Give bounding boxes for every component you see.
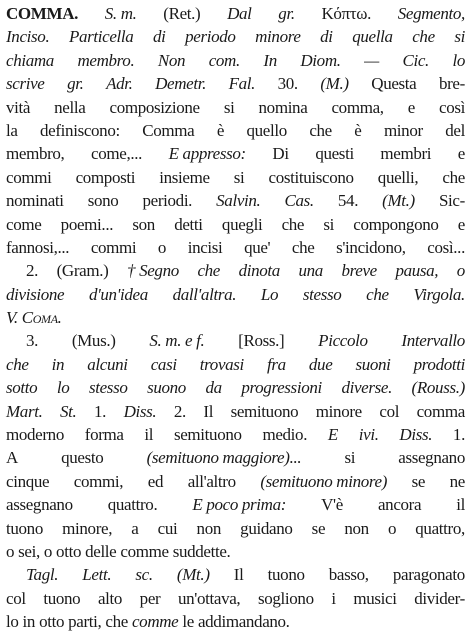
word: gr. <box>67 74 84 94</box>
word: definiscono: <box>40 120 120 140</box>
word: il <box>456 495 465 515</box>
text-line <box>6 72 465 95</box>
word: di <box>153 27 166 47</box>
text-line <box>6 563 465 586</box>
word: due <box>308 354 333 374</box>
word: questi <box>315 144 354 164</box>
word: Fal. <box>228 74 256 94</box>
word: vità <box>6 97 31 117</box>
word: trovasi <box>199 354 244 374</box>
word: Non <box>157 50 186 70</box>
word: nominati <box>6 191 64 211</box>
word: quella <box>352 27 393 47</box>
word: periodi. <box>142 191 193 211</box>
word: insieme <box>159 167 210 187</box>
text-line <box>6 470 465 493</box>
word: Questa <box>371 74 417 94</box>
word: cinque <box>6 471 50 491</box>
word: Adr. <box>106 74 133 94</box>
word: Piccolo <box>318 331 368 351</box>
word: fannosi,... <box>6 237 70 257</box>
word: commi, <box>73 471 124 491</box>
word: lo <box>6 612 19 632</box>
word: semituono <box>230 401 299 421</box>
word: cui <box>157 518 178 538</box>
word: medio. <box>262 425 308 445</box>
text-line <box>6 96 465 119</box>
word: Cic. <box>402 50 429 70</box>
word: di <box>320 27 333 47</box>
word: periodo <box>185 27 236 47</box>
text-line <box>6 25 465 48</box>
word: che <box>366 284 389 304</box>
word: Sic- <box>438 191 465 211</box>
word: 2. <box>173 401 186 421</box>
word: Diss. <box>399 425 433 445</box>
word: che <box>442 167 465 187</box>
word: compongono <box>353 214 439 234</box>
word: Diom. <box>300 50 341 70</box>
word: per <box>139 588 161 608</box>
cross-reference: Coma. <box>21 308 62 328</box>
sense-number: 3. <box>26 331 39 351</box>
text-line <box>6 353 465 376</box>
word: si <box>454 27 465 47</box>
word: minor <box>383 120 423 140</box>
word: Salvin. <box>216 191 261 211</box>
word: Diss. <box>123 401 157 421</box>
word: divider- <box>414 588 465 608</box>
word: come <box>6 214 42 234</box>
word: progressioni <box>241 378 322 398</box>
word: otto <box>56 541 82 561</box>
word: o <box>157 237 167 257</box>
word: questo <box>61 448 104 468</box>
word: suddette. <box>172 541 231 561</box>
word: Dal <box>227 4 252 23</box>
word: Segmento, <box>397 4 465 23</box>
text-line <box>6 259 465 282</box>
word: (Mt.) <box>176 565 210 585</box>
word: comma, <box>331 97 384 117</box>
word: bre- <box>438 74 465 94</box>
word: d'un'idea <box>88 284 148 304</box>
word: quelli, <box>377 167 419 187</box>
word: non <box>196 518 221 538</box>
word: si <box>323 214 335 234</box>
word: minore, <box>62 518 113 538</box>
word: A <box>6 448 18 468</box>
word: assegnano <box>6 495 73 515</box>
word: divisione <box>6 284 65 304</box>
text-line <box>6 2 465 25</box>
word: così... <box>427 237 465 257</box>
word: non <box>344 518 369 538</box>
text-line <box>6 119 465 142</box>
word: sc. <box>135 565 153 585</box>
word: si <box>344 448 356 468</box>
word: poemi... <box>60 214 114 234</box>
word: sei, <box>18 541 40 561</box>
word: o <box>456 261 465 281</box>
word: o <box>6 541 15 561</box>
word: alcuni <box>87 354 128 374</box>
word: detti <box>174 214 203 234</box>
word: 1. <box>93 401 107 421</box>
word: Intervallo <box>401 331 465 351</box>
text-line <box>6 49 465 72</box>
text-line <box>6 423 465 446</box>
text-line <box>6 517 465 540</box>
word: s'incidono, <box>336 237 406 257</box>
word: Particella <box>68 27 134 47</box>
word: E poco prima: <box>192 495 287 515</box>
word: St. <box>60 401 77 421</box>
word: Demetr. <box>155 74 206 94</box>
word: quattro, <box>415 518 465 538</box>
word: diverse. <box>341 378 392 398</box>
text-line <box>6 306 465 329</box>
word: otto <box>39 612 65 632</box>
word: sotto <box>6 378 38 398</box>
word: sogliono <box>257 588 314 608</box>
word: basso, <box>328 565 369 585</box>
word: lo <box>56 378 70 398</box>
word: una <box>298 261 323 281</box>
word: Inciso. <box>6 27 50 47</box>
word: è <box>216 120 225 140</box>
word: così <box>439 97 465 117</box>
word: ancora <box>377 495 422 515</box>
word: (Mt.) <box>382 191 415 211</box>
text-line <box>6 142 465 165</box>
word: a <box>131 518 139 538</box>
word: alto <box>97 588 123 608</box>
word: (Mus.) <box>71 331 116 351</box>
word: se <box>411 471 426 491</box>
word: chiama <box>6 50 54 70</box>
word: che <box>281 214 305 234</box>
word: che <box>412 27 435 47</box>
word: stesso <box>88 378 128 398</box>
text-line <box>6 329 465 352</box>
word: commi <box>90 237 137 257</box>
word: fra <box>267 354 286 374</box>
word: In <box>263 50 277 70</box>
word: musici <box>353 588 397 608</box>
word: un'ottava, <box>177 588 241 608</box>
word: le <box>182 612 194 632</box>
word: ed <box>147 471 164 491</box>
word: S. m. e f. <box>149 331 205 351</box>
word: comme <box>131 612 179 632</box>
word: se <box>311 518 326 538</box>
word: (semituono minore) <box>260 471 388 491</box>
word: che <box>291 237 315 257</box>
word: son <box>132 214 155 234</box>
text-line <box>6 446 465 469</box>
word: minore <box>255 27 301 47</box>
word: Il <box>233 565 244 585</box>
text-line <box>6 540 465 563</box>
word: pausa, <box>395 261 439 281</box>
word: Di <box>272 144 289 164</box>
word: comme <box>120 541 169 561</box>
word: col <box>379 401 400 421</box>
text-line <box>6 493 465 516</box>
word: V'è <box>321 495 343 515</box>
word: si <box>223 97 235 117</box>
word: stesso <box>302 284 342 304</box>
word: composti <box>75 167 136 187</box>
word: che <box>309 120 332 140</box>
word: casi <box>150 354 177 374</box>
word: i <box>331 588 336 608</box>
word: forma <box>84 425 124 445</box>
word: in <box>51 354 65 374</box>
word: gr. <box>278 4 295 23</box>
word: (Gram.) <box>56 261 109 281</box>
word: suono <box>147 378 186 398</box>
word: membri <box>380 144 432 164</box>
word: Comma <box>142 120 195 140</box>
text-line <box>6 236 465 259</box>
word: dinota <box>238 261 280 281</box>
text-line <box>6 189 465 212</box>
word: lo <box>452 50 465 70</box>
word: S. m. <box>104 4 137 23</box>
word: que' <box>244 237 271 257</box>
word: [Ross.] <box>238 331 285 351</box>
word: Lett. <box>82 565 112 585</box>
text-line <box>6 587 465 610</box>
word: col <box>6 588 26 608</box>
word: Cas. <box>284 191 314 211</box>
word: quattro. <box>107 495 158 515</box>
word: prodotti <box>413 354 465 374</box>
word: guidano <box>240 518 293 538</box>
sense-number: 2. <box>26 261 39 281</box>
word: è <box>354 120 362 140</box>
word: suoni <box>355 354 391 374</box>
text-line <box>6 400 465 423</box>
word: la <box>6 120 18 140</box>
word: quegli <box>221 214 263 234</box>
word: da <box>205 378 222 398</box>
word: costituiscono <box>268 167 354 187</box>
word: tuono <box>6 518 43 538</box>
word: Tagl. <box>26 565 59 585</box>
word: assegnano <box>398 448 465 468</box>
word: semituono <box>173 425 242 445</box>
word: 30. <box>277 74 298 94</box>
word: E appresso: <box>168 144 246 164</box>
word: o <box>387 518 397 538</box>
word: e <box>457 144 465 164</box>
word: 1. <box>452 425 465 445</box>
word: com. <box>208 50 240 70</box>
word: moderno <box>6 425 64 445</box>
text-line <box>6 283 465 306</box>
word: commi <box>6 167 52 187</box>
word: delle <box>85 541 117 561</box>
word: Mart. <box>6 401 43 421</box>
text-line <box>6 376 465 399</box>
word: (M.) <box>320 74 349 94</box>
greek-word: Κόπτω. <box>321 4 371 23</box>
word: 54. <box>337 191 359 211</box>
word: — <box>364 50 379 70</box>
word: Virgola. <box>413 284 465 304</box>
word: o <box>43 541 53 561</box>
word: paragonato <box>392 565 465 585</box>
word: sono <box>87 191 119 211</box>
word: come,... <box>91 144 143 164</box>
word: che <box>197 261 220 281</box>
word: V. <box>6 308 18 328</box>
text-line <box>6 166 465 189</box>
word: membro. <box>77 50 135 70</box>
word: del <box>445 120 465 140</box>
word: all'altro <box>187 471 236 491</box>
word: il <box>144 425 154 445</box>
word: (Rouss.) <box>411 378 465 398</box>
word: nomina <box>258 97 308 117</box>
word: comma <box>416 401 465 421</box>
word: (semituono maggiore)... <box>146 448 302 468</box>
word: che <box>105 612 128 632</box>
word: incisi <box>187 237 223 257</box>
word: E <box>327 425 338 445</box>
word: ivi. <box>358 425 379 445</box>
word: minore <box>315 401 362 421</box>
word: dall'altra. <box>172 284 237 304</box>
word: tuono <box>267 565 305 585</box>
text-line <box>6 610 465 633</box>
word: nella <box>54 97 86 117</box>
word: e <box>457 214 465 234</box>
word: ne <box>449 471 465 491</box>
word: scrive <box>6 74 45 94</box>
word: addimandano. <box>197 612 290 632</box>
word: breve <box>341 261 377 281</box>
word: e <box>407 97 415 117</box>
word: in <box>22 612 36 632</box>
word: che <box>6 354 29 374</box>
word: Lo <box>260 284 279 304</box>
word: membro, <box>6 144 65 164</box>
word: tuono <box>43 588 81 608</box>
word: † Segno <box>127 261 179 281</box>
word: si <box>233 167 245 187</box>
word: Il <box>203 401 214 421</box>
text-line <box>6 213 465 236</box>
word: quello <box>246 120 287 140</box>
headword: COMMA. <box>6 4 79 23</box>
word: composizione <box>109 97 200 117</box>
word: (Ret.) <box>163 4 201 23</box>
word: parti, <box>68 612 102 632</box>
